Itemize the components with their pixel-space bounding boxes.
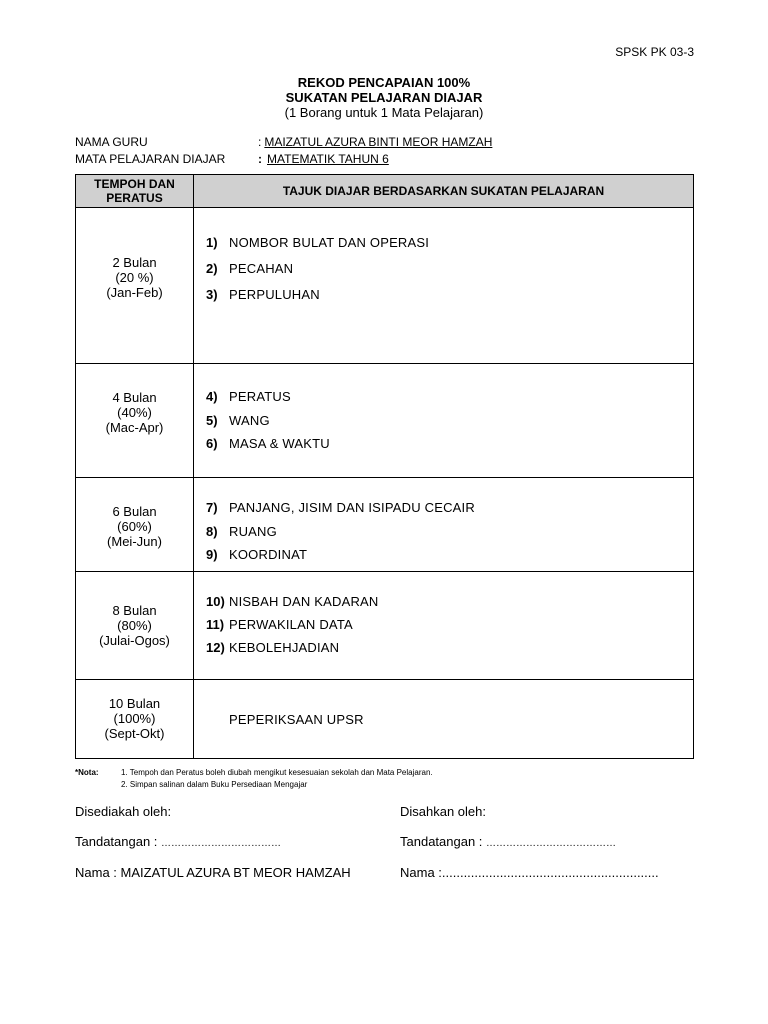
form-code: SPSK PK 03-3	[615, 45, 694, 59]
teacher-row	[75, 135, 492, 149]
topic-text: NISBAH DAN KADARAN	[229, 593, 379, 609]
topic-text: RUANG	[229, 523, 277, 539]
footnote	[75, 767, 433, 791]
topic-item	[206, 594, 693, 617]
period-months: (Jan-Feb)	[106, 285, 163, 300]
topic-item	[206, 524, 693, 548]
title-line-3: (1 Borang untuk 1 Mata Pelajaran)	[284, 105, 484, 120]
signature-dots-right: …………………………………	[486, 838, 617, 849]
period-percent: (100%)	[113, 710, 156, 726]
teacher-value: MAIZATUL AZURA BINTI MEOR HAMZAH	[264, 135, 493, 149]
period-duration: 6 Bulan	[112, 504, 157, 519]
topic-number: 3)	[206, 287, 218, 302]
approved-by-label: Disahkan oleh:	[400, 804, 486, 819]
subject-row	[75, 152, 389, 166]
topics-cell	[194, 679, 694, 758]
period-cell	[76, 364, 194, 478]
topic-text: MASA & WAKTU	[229, 436, 330, 451]
column-header-period: TEMPOH DAN PERATUS	[76, 175, 194, 208]
prepared-by-label: Disediakah oleh:	[75, 804, 172, 819]
topic-text: KOORDINAT	[229, 547, 308, 562]
topic-item	[206, 389, 693, 413]
table-row	[76, 679, 694, 758]
topic-text: WANG	[229, 412, 270, 428]
topic-item	[206, 547, 693, 571]
topics-cell	[194, 571, 694, 679]
document-heading	[0, 75, 768, 120]
table-row	[76, 571, 694, 679]
topics-cell	[194, 478, 694, 572]
topic-number: 6)	[206, 436, 218, 451]
topic-text: PANJANG, JISIM DAN ISIPADU CECAIR	[229, 500, 475, 515]
teacher-colon: :	[258, 135, 262, 149]
signature-label-right: Tandatangan :	[400, 834, 483, 849]
period-months: (Julai-Ogos)	[99, 632, 170, 648]
signature-line-left	[75, 834, 281, 849]
topic-number: 1)	[206, 235, 218, 250]
period-percent: (40%)	[117, 405, 152, 420]
note-line-1: 1. Tempoh dan Peratus boleh diubah mengikut kesesuaian sekolah dan Mata Pelajaran.	[121, 768, 433, 777]
period-cell	[76, 571, 194, 679]
topic-item	[206, 287, 693, 309]
topic-item	[206, 436, 693, 460]
signature-label-left: Tandatangan :	[75, 834, 158, 849]
approver-name: Nama :............................................................	[400, 865, 659, 880]
topics-cell	[194, 208, 694, 364]
period-percent: (60%)	[117, 519, 152, 534]
topic-text: NOMBOR BULAT DAN OPERASI	[229, 235, 430, 250]
table-row	[76, 364, 694, 478]
topic-item	[206, 413, 693, 437]
period-duration: 4 Bulan	[112, 390, 157, 405]
period-months: (Mei-Jun)	[107, 534, 162, 549]
topic-number: 5)	[206, 412, 218, 428]
period-cell	[76, 478, 194, 572]
topic-item	[206, 617, 693, 640]
topic-item	[206, 261, 693, 287]
period-months: (Mac-Apr)	[105, 420, 164, 435]
note-label: *Nota:	[75, 768, 99, 777]
topic-number: 8)	[206, 523, 218, 539]
preparer-name: Nama : MAIZATUL AZURA BT MEOR HAMZAH	[75, 865, 351, 880]
topic-number: 12)	[206, 639, 225, 655]
title-line-1: REKOD PENCAPAIAN 100%	[297, 75, 471, 90]
subject-colon: :	[258, 152, 262, 166]
period-months: (Sept-Okt)	[104, 725, 165, 741]
topic-text: PEPERIKSAAN UPSR	[229, 711, 364, 727]
title-line-2: SUKATAN PELAJARAN DIAJAR	[285, 90, 483, 105]
period-percent: (20 %)	[115, 270, 154, 285]
table-row	[76, 208, 694, 364]
teacher-label: NAMA GURU	[75, 135, 148, 149]
topic-number: 11)	[206, 616, 225, 632]
signature-dots-left: ………………………………	[161, 838, 282, 849]
topic-text: KEBOLEHJADIAN	[229, 639, 340, 655]
subject-value: MATEMATIK TAHUN 6	[267, 152, 389, 166]
table-header-row	[76, 175, 694, 208]
topic-text: PERWAKILAN DATA	[229, 616, 353, 632]
subject-label: MATA PELAJARAN DIAJAR	[75, 152, 226, 166]
topic-text: PERATUS	[229, 389, 291, 404]
topic-text: PECAHAN	[229, 261, 294, 276]
topic-item	[229, 712, 693, 727]
syllabus-table	[75, 174, 694, 759]
signature-line-right	[400, 834, 616, 849]
period-duration: 10 Bulan	[108, 695, 161, 711]
topic-text: PERPULUHAN	[229, 287, 320, 302]
topic-item	[206, 640, 693, 663]
note-line-2: 2. Simpan salinan dalam Buku Persediaan Mengajar	[121, 780, 308, 789]
topics-cell	[194, 364, 694, 478]
topic-item	[206, 500, 693, 524]
period-cell	[76, 679, 194, 758]
topic-item	[206, 235, 693, 261]
topic-number: 2)	[206, 261, 218, 276]
topic-number: 4)	[206, 389, 218, 404]
topic-number: 10)	[206, 593, 225, 609]
period-percent: (80%)	[117, 617, 152, 633]
period-duration: 8 Bulan	[112, 602, 157, 618]
period-duration: 2 Bulan	[112, 255, 157, 270]
table-row	[76, 478, 694, 572]
topic-number: 9)	[206, 547, 218, 562]
column-header-topics: TAJUK DIAJAR BERDASARKAN SUKATAN PELAJARAN	[194, 175, 694, 208]
period-cell	[76, 208, 194, 364]
topic-number: 7)	[206, 500, 218, 515]
